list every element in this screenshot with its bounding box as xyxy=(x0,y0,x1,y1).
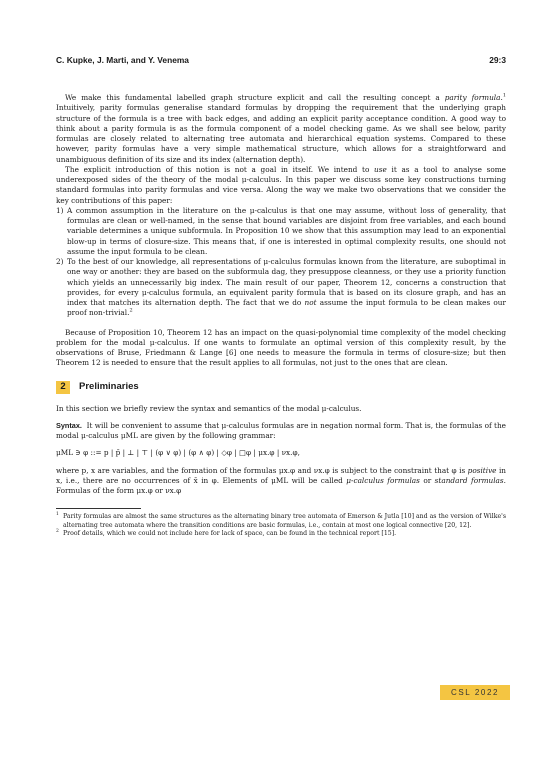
footnotes xyxy=(56,513,506,538)
list-item: 1) A common assumption in the literature on the μ-calculus is that one may assume, without loss of generality, that formulas are clean or well-named, in the sense that bound variables are disjoint from free variables, and each bound variable determines a unique subformula. In Proposition 10 we show that this assumption may lead to an exponential blow-up in terms of closure-size. This means that, if one is interested in optimal complexity results, one should not assume the input formula to be clean. xyxy=(56,205,506,256)
grammar-formula: μML ∋ φ ::= p | p̄ | ⊥ | ⊤ | (φ ∨ φ) | (φ ∧ φ) | ◇φ | □φ | μx.φ | νx.φ, xyxy=(56,448,300,458)
syntax-paragraph: Syntax. It will be convenient to assume that μ-calculus formulas are in negation normal form. That is, the formulas of the modal μ-calculus μML are given by the following grammar: xyxy=(56,420,506,440)
footnote: 1 Parity formulas are almost the same structures as the alternating binary tree automata of Emerson & Jutla [10] and as the version of Wilke's alternating tree automata where the transition conditions are basic formulas, i.e., contain at most one logical connective [20, 12]. xyxy=(56,512,506,529)
running-header xyxy=(56,55,506,65)
paragraph-5: where p, x are variables, and the formation of the formulas μx.φ and νx.φ is subject to the constraint that φ is positive in x, i.e., there are no occurrences of x̄ in φ. Elements of μML will be called μ-calculus formulas or standard formulas. Formulas of the form μx.φ or νx.φ xyxy=(56,465,506,495)
syntax-label: Syntax. xyxy=(56,420,82,430)
page-number: 29:3 xyxy=(489,55,506,65)
conference-badge: CSL 2022 xyxy=(440,685,510,700)
paragraph-3: Because of Proposition 10, Theorem 12 has an impact on the quasi-polynomial time complexity of the model checking problem for the modal μ-calculus. If one wants to formulate an optimal version of this complexity result, by the observations of Bruse, Friedmann & Lange [6] one needs to measure the formula in terms of closure-size; but then Theorem 12 is needed to ensure that the result applies to all formulas, not just to the ones that are clean. xyxy=(56,327,506,368)
list-item: 2) To the best of our knowledge, all representations of μ-calculus formulas known from the literature, are suboptimal in one way or another: they are based on the subformula dag, they presuppose cleanness, or they use a priority function which yields an unnecessarily big index. The main result of our paper, Theorem 12, concerns a construction that provides, for every μ-calculus formula, an equivalent parity formula that is based on its closure graph, and has an index that matches its alternation depth. The fact that we do not assume the input formula to be clean makes our proof non-trivial.$^2$ xyxy=(56,257,506,318)
page-body xyxy=(56,93,506,538)
paragraph-1: We make this fundamental labelled graph structure explicit and call the resulting concept a parity formula.$^1$ Intuitively, parity formulas generalise standard formulas by dropping the requirement that the underlying graph structure of the formula is a tree with back edges, and adding an explicit parity acceptance condition. A good way to think about a parity formula is as the formula component of a model checking game. As we shall see below, parity formulas are closely related to alternating tree automata and hierarchical equation systems. Compared to these however, parity formulas have a very simple mathematical structure, which allows for a straightforward and unambiguous definition of its size and its index (alternation depth). xyxy=(56,92,506,164)
section-heading xyxy=(56,381,506,394)
footnote: 2 Proof details, which we could not include here for lack of space, can be found in the technical report [15]. xyxy=(56,528,397,537)
footnote-ref-1[interactable]: 1 xyxy=(502,92,506,99)
footnote-rule xyxy=(56,508,141,509)
term-parity-formula: parity formula. xyxy=(444,93,503,102)
paragraph-2: The explicit introduction of this notion is not a goal in itself. We intend to use it as a tool to analyse some underexposed sides of the theory of the modal μ-calculus. In this paper we discuss some key constructions turning standard formulas into parity formulas and vice versa. Along the way we make two observations that we consider the key contributions of this paper: xyxy=(56,164,506,205)
header-authors: C. Kupke, J. Marti, and Y. Venema xyxy=(56,55,189,65)
contributions-list xyxy=(56,206,506,319)
paragraph-4: In this section we briefly review the syntax and semantics of the modal μ-calculus. xyxy=(56,403,362,413)
footnote-ref-2[interactable]: 2 xyxy=(129,307,133,314)
section-number: 2 xyxy=(56,381,70,394)
section-title: Preliminaries xyxy=(79,380,139,392)
